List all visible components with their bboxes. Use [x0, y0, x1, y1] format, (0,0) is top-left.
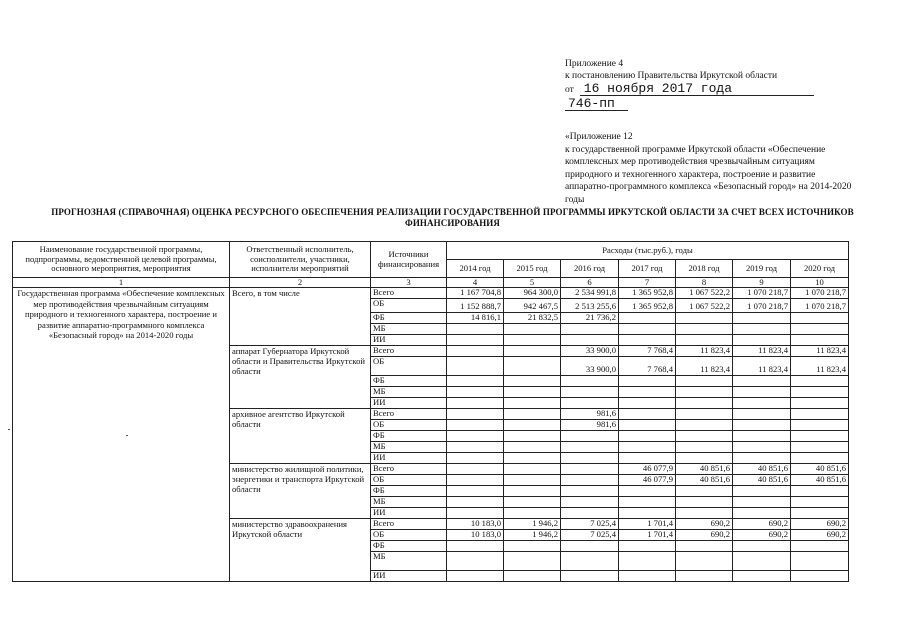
value-cell	[791, 541, 849, 552]
value-cell	[676, 376, 733, 387]
value-cell	[504, 420, 561, 431]
value-cell: 10 183,0	[447, 530, 504, 541]
value-cell	[619, 486, 676, 497]
annex-date-prefix: от	[565, 85, 574, 95]
value-cell	[447, 475, 504, 486]
source-cell: Всего	[371, 409, 447, 420]
value-cell: 2 513 255,6	[561, 299, 619, 313]
column-number: 9	[733, 278, 791, 288]
column-number: 10	[791, 278, 849, 288]
value-cell: 33 900,0	[561, 346, 619, 357]
value-cell	[447, 431, 504, 442]
value-cell	[676, 508, 733, 519]
source-cell: ФБ	[371, 486, 447, 497]
value-cell	[676, 409, 733, 420]
value-cell	[733, 335, 791, 346]
value-cell	[504, 497, 561, 508]
value-cell: 1 070 218,7	[791, 299, 849, 313]
value-cell	[447, 398, 504, 409]
source-cell: МБ	[371, 497, 447, 508]
value-cell	[561, 387, 619, 398]
value-cell	[733, 324, 791, 335]
value-cell: 1 167 704,8	[447, 288, 504, 299]
value-cell	[447, 376, 504, 387]
value-cell	[733, 508, 791, 519]
source-cell: ОБ	[371, 357, 447, 376]
value-cell: 1 067 522,2	[676, 288, 733, 299]
value-cell	[733, 541, 791, 552]
annex-line-1: Приложение 4	[565, 59, 624, 69]
value-cell	[676, 398, 733, 409]
scan-speck	[8, 429, 10, 430]
source-cell: МБ	[371, 552, 447, 571]
value-cell	[733, 387, 791, 398]
executor-cell: министерство здравоохранения Иркутской области	[230, 519, 371, 582]
value-cell	[447, 508, 504, 519]
source-cell: ОБ	[371, 299, 447, 313]
value-cell	[791, 387, 849, 398]
value-cell: 1 365 952,8	[619, 288, 676, 299]
value-cell	[791, 497, 849, 508]
value-cell	[504, 541, 561, 552]
value-cell: 40 851,6	[791, 475, 849, 486]
value-cell	[447, 335, 504, 346]
value-cell	[447, 442, 504, 453]
value-cell: 1 070 218,7	[733, 299, 791, 313]
value-cell	[676, 571, 733, 582]
value-cell	[504, 552, 561, 571]
value-cell	[561, 453, 619, 464]
value-cell: 2 534 991,8	[561, 288, 619, 299]
value-cell	[791, 508, 849, 519]
value-cell: 690,2	[791, 519, 849, 530]
source-cell: ИИ	[371, 571, 447, 582]
column-number: 4	[447, 278, 504, 288]
value-cell: 40 851,6	[733, 464, 791, 475]
value-cell	[504, 357, 561, 376]
value-cell	[504, 475, 561, 486]
value-cell	[504, 387, 561, 398]
source-cell: Всего	[371, 464, 447, 475]
value-cell	[791, 552, 849, 571]
value-cell	[619, 335, 676, 346]
value-cell	[619, 431, 676, 442]
value-cell	[619, 453, 676, 464]
value-cell: 964 300,0	[504, 288, 561, 299]
value-cell	[561, 335, 619, 346]
value-cell: 690,2	[733, 519, 791, 530]
value-cell	[619, 541, 676, 552]
annex-number: 746-пп	[565, 97, 628, 111]
column-number: 7	[619, 278, 676, 288]
source-cell: Всего	[371, 288, 447, 299]
annex-date: 16 ноября 2017 года	[580, 82, 814, 96]
value-cell	[447, 387, 504, 398]
value-cell	[791, 313, 849, 324]
source-cell: МБ	[371, 387, 447, 398]
value-cell	[504, 335, 561, 346]
value-cell: 1 701,4	[619, 530, 676, 541]
annex-line-2: к постановлению Правительства Иркутской области	[565, 71, 778, 81]
value-cell	[619, 552, 676, 571]
value-cell	[791, 376, 849, 387]
value-cell	[561, 431, 619, 442]
value-cell	[676, 387, 733, 398]
value-cell: 690,2	[676, 519, 733, 530]
value-cell	[561, 475, 619, 486]
value-cell	[733, 571, 791, 582]
value-cell	[791, 324, 849, 335]
value-cell	[676, 497, 733, 508]
value-cell: 11 823,4	[676, 346, 733, 357]
value-cell: 14 816,1	[447, 313, 504, 324]
executor-cell: Всего, в том числе	[230, 288, 371, 346]
value-cell	[791, 420, 849, 431]
value-cell	[447, 497, 504, 508]
header-year: 2018 год	[676, 260, 733, 278]
value-cell	[619, 497, 676, 508]
value-cell	[733, 398, 791, 409]
scan-speck	[126, 435, 128, 436]
value-cell	[504, 508, 561, 519]
value-cell: 1 152 888,7	[447, 299, 504, 313]
value-cell: 7 025,4	[561, 530, 619, 541]
column-number: 2	[230, 278, 371, 288]
annex-header	[565, 58, 865, 111]
value-cell	[561, 541, 619, 552]
value-cell	[619, 420, 676, 431]
table-body	[13, 242, 849, 582]
value-cell: 1 946,2	[504, 519, 561, 530]
value-cell: 7 768,4	[619, 357, 676, 376]
value-cell	[447, 453, 504, 464]
value-cell	[791, 442, 849, 453]
header-year: 2016 год	[561, 260, 619, 278]
source-cell: ИИ	[371, 335, 447, 346]
value-cell	[676, 453, 733, 464]
annex-date-line	[565, 82, 865, 96]
resource-table	[12, 241, 849, 582]
value-cell: 981,6	[561, 409, 619, 420]
value-cell	[676, 313, 733, 324]
value-cell	[447, 357, 504, 376]
value-cell	[619, 409, 676, 420]
value-cell: 981,6	[561, 420, 619, 431]
value-cell: 11 823,4	[791, 357, 849, 376]
value-cell: 690,2	[676, 530, 733, 541]
value-cell	[676, 420, 733, 431]
value-cell: 1 067 522,2	[676, 299, 733, 313]
value-cell	[447, 486, 504, 497]
value-cell	[619, 376, 676, 387]
program-name: Государственная программа «Обеспечение комплексных мер противодействия чрезвычайным ситуациям природного и техногенного характера, построение и развитие аппаратно-программного комплекса «Безопасный город» на 2014-2020 годы	[13, 288, 230, 582]
value-cell	[504, 442, 561, 453]
value-cell	[676, 431, 733, 442]
value-cell	[619, 508, 676, 519]
value-cell: 942 467,5	[504, 299, 561, 313]
source-cell: ФБ	[371, 431, 447, 442]
value-cell	[561, 552, 619, 571]
value-cell: 7 025,4	[561, 519, 619, 530]
value-cell: 690,2	[791, 530, 849, 541]
value-cell	[733, 486, 791, 497]
value-cell: 40 851,6	[791, 464, 849, 475]
value-cell	[676, 541, 733, 552]
value-cell	[676, 335, 733, 346]
column-number: 6	[561, 278, 619, 288]
value-cell	[504, 376, 561, 387]
value-cell: 11 823,4	[733, 357, 791, 376]
value-cell	[504, 571, 561, 582]
header-year: 2019 год	[733, 260, 791, 278]
header-name: Наименование государственной программы, подпрограммы, ведомственной целевой программы, основного мероприятия, мероприятия	[13, 242, 230, 278]
value-cell	[733, 376, 791, 387]
value-cell	[561, 376, 619, 387]
source-cell: ОБ	[371, 530, 447, 541]
value-cell: 1 946,2	[504, 530, 561, 541]
value-cell	[791, 335, 849, 346]
value-cell	[676, 486, 733, 497]
header-year: 2020 год	[791, 260, 849, 278]
value-cell	[791, 571, 849, 582]
value-cell	[447, 552, 504, 571]
value-cell	[619, 571, 676, 582]
value-cell: 46 077,9	[619, 475, 676, 486]
value-cell	[619, 442, 676, 453]
source-cell: МБ	[371, 324, 447, 335]
source-cell: ФБ	[371, 541, 447, 552]
source-cell: ФБ	[371, 376, 447, 387]
executor-cell: министерство жилищной политики, энергетики и транспорта Иркутской области	[230, 464, 371, 519]
value-cell	[447, 346, 504, 357]
value-cell: 21 736,2	[561, 313, 619, 324]
header-source: Источники финансирования	[371, 242, 447, 278]
header-year: 2015 год	[504, 260, 561, 278]
value-cell: 11 823,4	[733, 346, 791, 357]
source-cell: ИИ	[371, 508, 447, 519]
value-cell	[447, 464, 504, 475]
value-cell	[561, 324, 619, 335]
value-cell	[733, 409, 791, 420]
value-cell: 1 070 218,7	[791, 288, 849, 299]
value-cell	[676, 442, 733, 453]
value-cell	[561, 464, 619, 475]
table-row	[13, 288, 849, 299]
value-cell	[619, 387, 676, 398]
value-cell: 46 077,9	[619, 464, 676, 475]
column-number: 1	[13, 278, 230, 288]
value-cell	[504, 453, 561, 464]
value-cell	[791, 398, 849, 409]
header-year: 2014 год	[447, 260, 504, 278]
annex-12-header	[565, 131, 855, 206]
source-cell: МБ	[371, 442, 447, 453]
value-cell	[447, 409, 504, 420]
column-number: 5	[504, 278, 561, 288]
value-cell	[676, 552, 733, 571]
value-cell	[504, 431, 561, 442]
value-cell	[561, 497, 619, 508]
executor-cell: архивное агентство Иркутской области	[230, 409, 371, 464]
document-title: ПРОГНОЗНАЯ (СПРАВОЧНАЯ) ОЦЕНКА РЕСУРСНОГО ОБЕСПЕЧЕНИЯ РЕАЛИЗАЦИИ ГОСУДАРСТВЕННОЙ ПРОГРАММЫ ИРКУТСКОЙ ОБЛАСТИ ЗА СЧЕТ ВСЕХ ИСТОЧНИКОВ ФИНАНСИРОВАНИЯ	[51, 207, 854, 228]
value-cell	[791, 486, 849, 497]
value-cell: 40 851,6	[676, 464, 733, 475]
value-cell	[561, 486, 619, 497]
column-number: 3	[371, 278, 447, 288]
value-cell	[447, 571, 504, 582]
value-cell	[619, 398, 676, 409]
value-cell: 7 768,4	[619, 346, 676, 357]
value-cell	[504, 324, 561, 335]
value-cell	[561, 442, 619, 453]
source-cell: Всего	[371, 346, 447, 357]
value-cell	[733, 313, 791, 324]
value-cell	[561, 571, 619, 582]
value-cell	[561, 398, 619, 409]
value-cell	[619, 313, 676, 324]
source-cell: ИИ	[371, 398, 447, 409]
value-cell	[733, 453, 791, 464]
value-cell	[619, 324, 676, 335]
value-cell: 40 851,6	[676, 475, 733, 486]
value-cell	[791, 431, 849, 442]
value-cell	[447, 324, 504, 335]
value-cell	[504, 464, 561, 475]
value-cell	[447, 420, 504, 431]
value-cell	[733, 497, 791, 508]
value-cell	[504, 398, 561, 409]
value-cell	[733, 552, 791, 571]
value-cell	[733, 431, 791, 442]
source-cell: ИИ	[371, 453, 447, 464]
value-cell	[676, 324, 733, 335]
value-cell: 21 832,5	[504, 313, 561, 324]
value-cell	[733, 420, 791, 431]
value-cell	[504, 486, 561, 497]
value-cell: 690,2	[733, 530, 791, 541]
value-cell: 33 900,0	[561, 357, 619, 376]
annex-12-line-1: «Приложение 12	[565, 132, 633, 142]
value-cell: 40 851,6	[733, 475, 791, 486]
value-cell	[791, 409, 849, 420]
value-cell: 10 183,0	[447, 519, 504, 530]
value-cell	[504, 346, 561, 357]
executor-cell: аппарат Губернатора Иркутской области и Правительства Иркутской области	[230, 346, 371, 409]
value-cell: 11 823,4	[676, 357, 733, 376]
value-cell	[561, 508, 619, 519]
value-cell: 1 701,4	[619, 519, 676, 530]
header-executor: Ответственный исполнитель, соисполнители, участники, исполнители мероприятий	[230, 242, 371, 278]
column-numbers-row	[13, 278, 849, 288]
source-cell: ОБ	[371, 475, 447, 486]
value-cell	[733, 442, 791, 453]
value-cell: 1 365 952,8	[619, 299, 676, 313]
value-cell: 1 070 218,7	[733, 288, 791, 299]
column-number: 8	[676, 278, 733, 288]
header-year: 2017 год	[619, 260, 676, 278]
value-cell: 11 823,4	[791, 346, 849, 357]
value-cell	[791, 453, 849, 464]
source-cell: ФБ	[371, 313, 447, 324]
value-cell	[504, 409, 561, 420]
value-cell	[447, 541, 504, 552]
source-cell: ОБ	[371, 420, 447, 431]
header-expenses: Расходы (тыс.руб.), годы	[447, 242, 849, 260]
annex-12-text: к государственной программе Иркутской области «Обеспечение комплексных мер противодействия чрезвычайным ситуациям природного и техногенного характера, построение и развитие аппаратно-программного комплекса «Безопасный город» на 2014-2020 годы	[565, 144, 852, 205]
source-cell: Всего	[371, 519, 447, 530]
